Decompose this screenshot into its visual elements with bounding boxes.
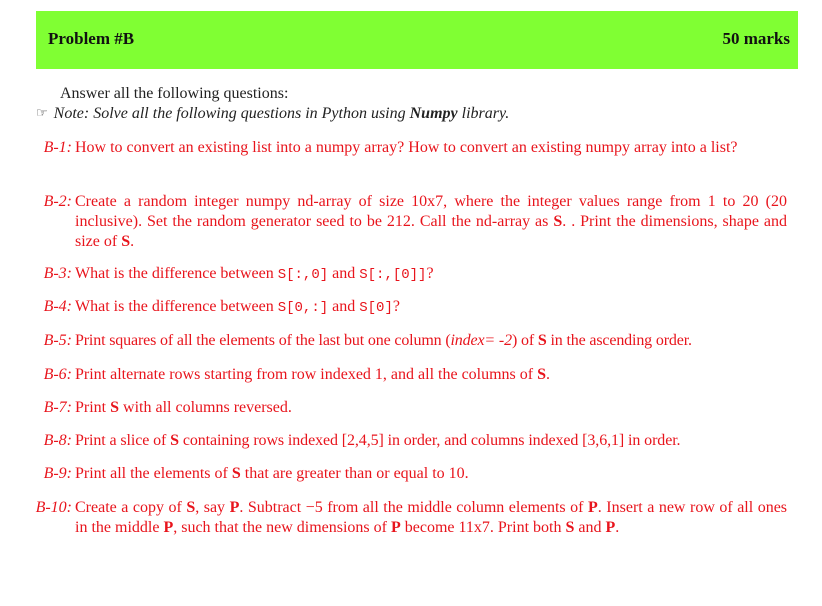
- matrix-s: S: [537, 366, 547, 383]
- question-text: [75, 464, 787, 484]
- question-text-part: . Insert a new row of all ones in the middle: [75, 499, 788, 536]
- question-number: B-1:: [43, 139, 72, 156]
- matrix-s: S: [170, 432, 179, 449]
- index-expression: index= -2: [450, 332, 512, 349]
- note-suffix: library.: [457, 105, 510, 122]
- question-text-part: , such that the new dimensions of: [173, 519, 391, 536]
- question-text-part: ?: [392, 298, 400, 315]
- question-text: [75, 138, 787, 158]
- question-text-part: What is the difference between: [75, 265, 278, 282]
- question-number: B-2:: [43, 193, 72, 210]
- matrix-p: P: [390, 519, 401, 536]
- question-text-part: and: [328, 298, 360, 315]
- matrix-p: P: [605, 519, 616, 536]
- code-snippet: S[:,[0]]: [359, 267, 427, 283]
- question-text-part: Print all the elements of: [75, 465, 232, 482]
- code-snippet: S[:,0]: [277, 267, 329, 283]
- code-snippet: S[0]: [359, 300, 393, 316]
- question-number: B-4:: [43, 298, 72, 315]
- question-text: [75, 365, 787, 385]
- question-text-part: . . Print the dimensions, shape and size of: [75, 213, 787, 250]
- question-text-part: ?: [426, 265, 434, 282]
- question-number: B-8:: [43, 432, 72, 449]
- question-text-part: containing rows indexed [2,4,5] in order, and columns indexed [3,6,1] in order.: [178, 432, 681, 449]
- question-text-part: ) of: [511, 332, 538, 349]
- question-text: [75, 498, 787, 538]
- note-prefix: Note: Solve all the following questions in Python using: [53, 105, 410, 122]
- problem-header: [36, 11, 798, 69]
- matrix-s: S: [553, 213, 563, 230]
- question-text-part: .: [615, 519, 620, 536]
- intro-text: Answer all the following questions:: [60, 85, 289, 102]
- question-number: B-9:: [43, 465, 72, 482]
- matrix-s: S: [110, 399, 120, 416]
- question-text-part: in the ascending order.: [546, 332, 692, 349]
- question-text-part: Print: [75, 399, 111, 416]
- question-text-part: Create a copy of: [75, 499, 187, 516]
- question-text: [75, 331, 787, 351]
- question-text: [75, 431, 787, 451]
- matrix-s: S: [231, 465, 241, 482]
- matrix-p: P: [588, 499, 598, 516]
- matrix-p: P: [229, 499, 240, 516]
- question-text-part: that are greater than or equal to 10.: [240, 465, 469, 482]
- question-text-part: , say: [195, 499, 230, 516]
- matrix-s: S: [121, 233, 131, 250]
- question-text-part: .: [130, 233, 135, 250]
- note-line: [36, 105, 509, 123]
- matrix-s: S: [537, 332, 547, 349]
- code-snippet: S[0,:]: [277, 300, 329, 316]
- question-text: [75, 398, 787, 418]
- problem-title: Problem #B: [48, 29, 135, 48]
- question-text-part: and: [574, 519, 606, 536]
- matrix-p: P: [163, 519, 174, 536]
- note-emphasis: Numpy: [409, 105, 458, 122]
- question-text-part: Print a slice of: [75, 432, 171, 449]
- question-number: B-5:: [43, 332, 72, 349]
- question-number: B-3:: [43, 265, 72, 282]
- question-text-part: Print squares of all the elements of the last but one column (: [75, 332, 451, 349]
- question-text: [75, 192, 787, 252]
- question-text-part: and: [328, 265, 360, 282]
- pointing-hand-icon: ☞: [36, 105, 48, 120]
- question-number: B-10:: [35, 499, 72, 516]
- question-text-part: .: [546, 366, 551, 383]
- question-text-part: become 11x7. Print both: [400, 519, 566, 536]
- question-text-part: Create a random integer numpy nd-array of size 10x7, where the integer values range from 1 to 20 (20 inclusive). Set the random generator seed to be 212. Call the nd-array as: [75, 193, 787, 230]
- question-text: [75, 264, 787, 285]
- question-number: B-7:: [43, 399, 72, 416]
- question-text-part: Print alternate rows starting from row indexed 1, and all the columns of: [75, 366, 538, 383]
- question-number: B-6:: [43, 366, 72, 383]
- question-text-part: What is the difference between: [75, 298, 278, 315]
- question-text-part: . Subtract −5 from all the middle column elements of: [239, 499, 588, 516]
- question-text-part: with all columns reversed.: [119, 399, 292, 416]
- question-text: [75, 297, 787, 318]
- problem-marks: 50 marks: [722, 29, 790, 48]
- question-text-part: How to convert an existing list into a numpy array? How to convert an existing numpy array into a list?: [75, 139, 738, 156]
- matrix-s: S: [186, 499, 196, 516]
- matrix-s: S: [565, 519, 575, 536]
